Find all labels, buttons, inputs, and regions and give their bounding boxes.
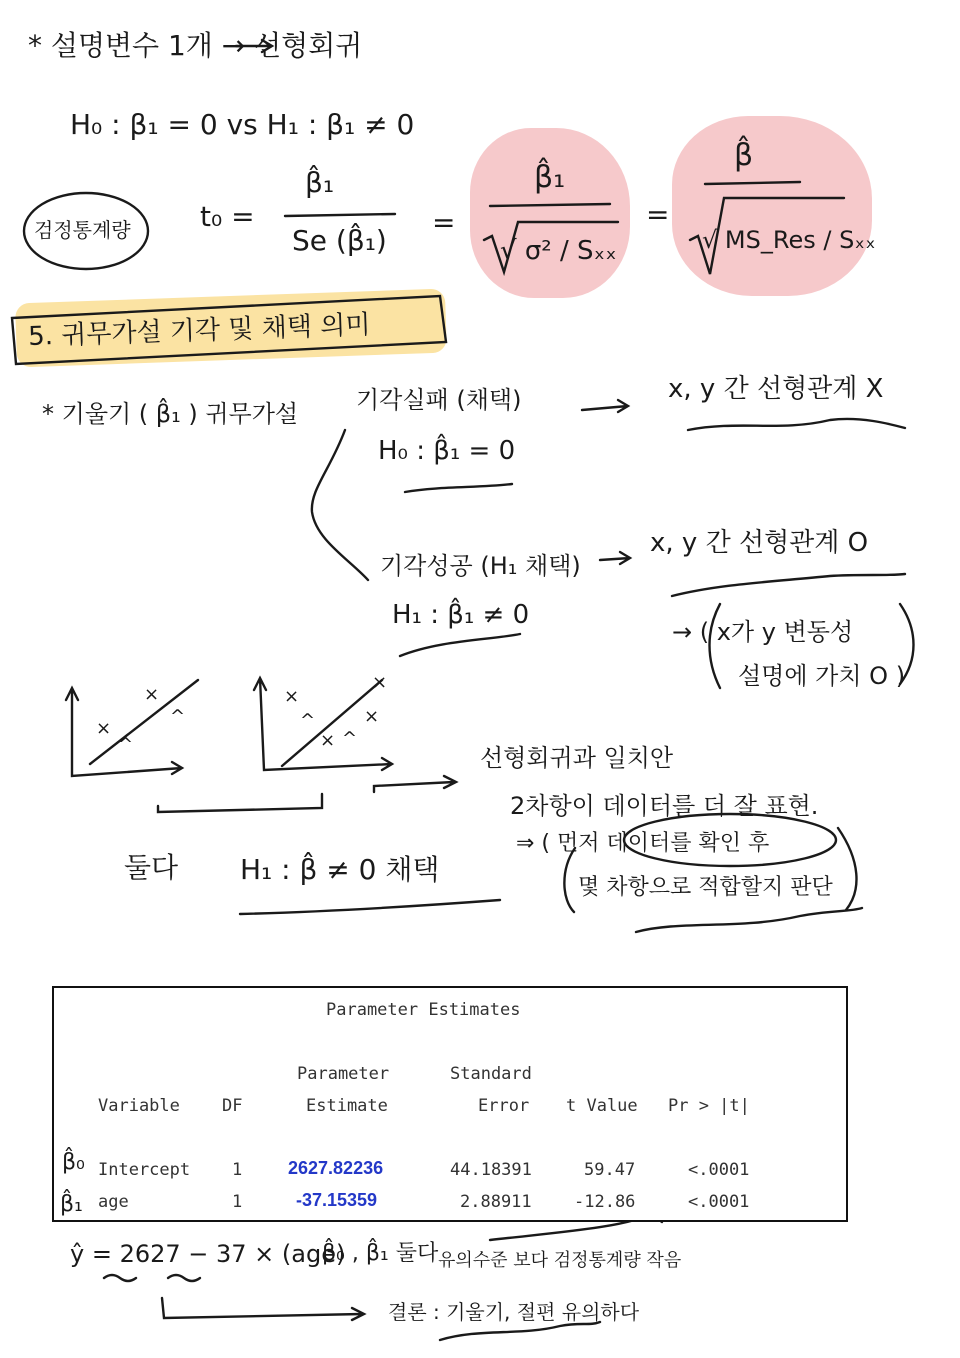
formula2-denominator: √ σ² / Sₓₓ — [500, 236, 617, 266]
plot-mark: × — [284, 686, 300, 707]
equals-1: = — [432, 206, 456, 239]
formula3-denominator: √ MS_Res / Sₓₓ — [702, 226, 876, 254]
header-tvalue: t Value — [566, 1096, 638, 1116]
not-fit: 선형회귀과 일치안 — [480, 744, 674, 772]
row-age-p: <.0001 — [688, 1192, 750, 1212]
h0-eq: H₀ : β̂₁ = 0 — [378, 436, 516, 466]
header-estimate-bottom: Estimate — [306, 1096, 388, 1116]
formula2-numerator: β̂₁ — [534, 160, 566, 195]
quad-term: 2차항이 데이터를 더 잘 표현. — [510, 792, 819, 820]
reject: 기각성공 (H₁ 채택) — [380, 552, 581, 580]
formula-denominator: Se (β̂₁) — [292, 224, 387, 257]
plot-mark: ^ — [300, 710, 316, 731]
formula-numerator: β̂₁ — [305, 166, 335, 199]
check-2: 몇 차항으로 적합할지 판단 — [578, 875, 833, 900]
header-p: Pr > |t| — [668, 1096, 750, 1116]
header-estimate-top: Parameter — [297, 1064, 390, 1084]
header-df: DF — [222, 1096, 243, 1116]
header-se-top: Standard — [450, 1064, 532, 1084]
note-hypothesis: H₀ : β₁ = 0 vs H₁ : β₁ ≠ 0 — [70, 108, 415, 141]
row-age-t: -12.86 — [574, 1192, 636, 1212]
slope-line: * 기울기 ( β̂₁ ) 귀무가설 — [42, 400, 299, 428]
plot-mark: × — [144, 684, 160, 705]
yhat-equation: ŷ = 2627 − 37 × (age) — [70, 1240, 346, 1268]
beta1-mark: β̂₁ — [60, 1192, 83, 1217]
row-intercept-t: 59.47 — [584, 1160, 636, 1180]
row-intercept-df: 1 — [232, 1160, 243, 1180]
note-line1: * 설명변수 1개 → 선형회귀 — [28, 29, 363, 62]
row-intercept-estimate: 2627.82236 — [288, 1158, 384, 1178]
row-intercept-se: 44.18391 — [450, 1160, 532, 1180]
plot-mark: ^ — [118, 734, 134, 755]
row-age-df: 1 — [232, 1192, 243, 1212]
row-intercept-variable: Intercept — [98, 1160, 191, 1180]
both-betas: β̂₀ , β̂₁ 둘다 — [322, 1241, 439, 1266]
plot-mark: ^ — [342, 728, 358, 749]
table-title: Parameter Estimates — [326, 1000, 521, 1020]
row-age-variable: age — [98, 1192, 129, 1212]
beta0-mark: β̂₀ — [62, 1150, 85, 1175]
parameter-estimates-table — [52, 986, 848, 1222]
section-title: 5. 귀무가설 기각 및 채택 의미 — [27, 310, 371, 352]
header-variable: Variable — [98, 1096, 180, 1116]
explain-2: 설명에 가치 O ) — [738, 662, 906, 690]
both: 둘다 — [124, 851, 179, 884]
formula3-numerator: β̂ — [734, 138, 754, 173]
h1-neq: H₁ : β̂₁ ≠ 0 — [392, 600, 530, 630]
row-intercept-p: <.0001 — [688, 1160, 750, 1180]
row-age-estimate: -37.15359 — [296, 1190, 378, 1210]
plot-mark: × — [372, 672, 388, 693]
explain-1: → ( x가 y 변동성 — [672, 618, 854, 646]
plot-mark: × — [364, 706, 380, 727]
check-1: ⇒ ( 먼저 데이터를 확인 후 — [516, 831, 770, 856]
test-stat-label: 검정통계량 — [34, 218, 131, 242]
plot-mark: ^ — [170, 706, 186, 727]
yes-linear: x, y 간 선형관계 O — [650, 528, 869, 558]
fail-reject: 기각실패 (채택) — [356, 386, 522, 414]
conclusion: 결론 : 기울기, 절편 유의하다 — [388, 1300, 640, 1324]
plot-mark: × — [320, 730, 336, 751]
row-age-se: 2.88911 — [460, 1192, 532, 1212]
plot-mark: × — [96, 718, 112, 739]
both-h1: H₁ : β̂ ≠ 0 채택 — [240, 853, 440, 886]
header-se-bottom: Error — [478, 1096, 530, 1116]
t0-label: t₀ = — [200, 200, 255, 233]
equals-2: = — [646, 198, 670, 231]
sig-compare: 유의수준 보다 검정통계량 작음 — [438, 1250, 682, 1271]
no-linear: x, y 간 선형관계 X — [668, 374, 884, 404]
